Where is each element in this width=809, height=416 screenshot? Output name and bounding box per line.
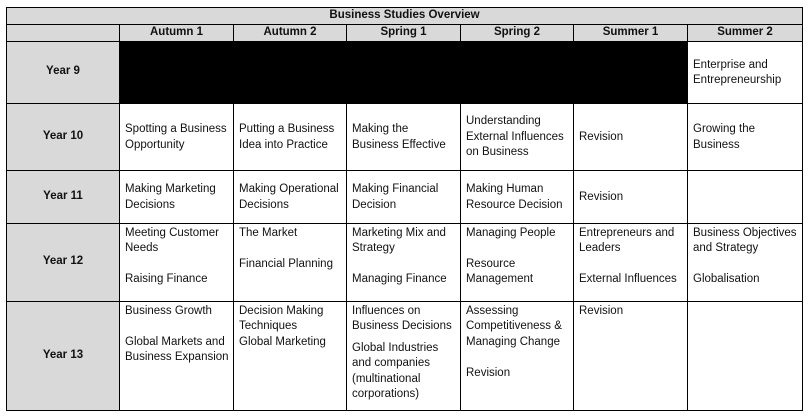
cell-spring-2: [461, 103, 574, 170]
topic: Raising Finance: [125, 273, 208, 285]
year-label: Year 11: [7, 170, 120, 223]
row-year-9: [7, 41, 803, 103]
topic: Global Marketing: [239, 335, 326, 348]
year-label: Year 10: [7, 103, 120, 170]
topic: Making Operational Decisions: [239, 183, 339, 211]
header-spring-2: Spring 2: [461, 24, 574, 41]
cell-summer-2: [688, 103, 803, 170]
topic: Globalisation: [693, 273, 760, 285]
cell-autumn-2: [234, 170, 347, 223]
cell-autumn-1: [120, 103, 234, 170]
topic: Meeting Customer Needs: [125, 226, 219, 254]
topic: Influences on Business Decisions: [352, 304, 452, 332]
topic: Global Markets and Business Expansion: [125, 335, 229, 363]
cell-autumn-1: [120, 301, 234, 410]
row-year-11: [7, 170, 803, 223]
topic: Revision: [579, 130, 624, 143]
topic: Global Industries and companies (multinational corporations): [352, 341, 439, 400]
row-year-13: [7, 301, 803, 410]
header-summer-1: Summer 1: [574, 24, 688, 41]
header-summer-2: Summer 2: [688, 24, 803, 41]
topic: Putting a Business Idea into Practice: [239, 123, 335, 151]
cell-summer-2: [688, 41, 803, 103]
cell-summer-1: [574, 301, 688, 410]
year-label: Year 13: [7, 301, 120, 410]
topic: Making the Business Effective: [352, 123, 446, 151]
header-corner: [7, 24, 120, 41]
topic: Business Growth: [125, 304, 212, 317]
topic: Business Objectives and Strategy: [693, 226, 797, 254]
cell-autumn-1: [120, 223, 234, 301]
topic: Assessing Competitiveness & Managing Change: [466, 304, 562, 348]
topic: Growing the Business: [693, 123, 756, 151]
cell-summer-1: [574, 103, 688, 170]
topic: Making Marketing Decisions: [125, 183, 216, 211]
cell-spring-1: [347, 170, 461, 223]
topic: Revision: [466, 366, 511, 379]
cell-spring-1: [347, 103, 461, 170]
cell-spring-1: [347, 301, 461, 410]
cell-summer-1: [574, 170, 688, 223]
topic: Entrepreneurs and Leaders: [579, 226, 675, 254]
blacked-out-cells: [120, 41, 688, 103]
cell-autumn-1: [120, 170, 234, 223]
topic: External Influences: [579, 273, 677, 285]
cell-spring-2: [461, 170, 574, 223]
header-spring-1: Spring 1: [347, 24, 461, 41]
cell-summer-1: [574, 223, 688, 301]
overview-table: [6, 7, 803, 411]
topic: The Market: [239, 226, 298, 239]
topic: Revision: [579, 304, 624, 317]
topic: Revision: [579, 190, 624, 203]
topic: Decision Making Techniques: [239, 304, 324, 332]
table-title: Business Studies Overview: [7, 8, 803, 25]
topic: Resource Management: [466, 257, 534, 285]
year-label: Year 9: [7, 41, 120, 103]
topic: Understanding External Influences on Business: [466, 115, 564, 159]
topic: Managing People: [466, 226, 556, 239]
cell-autumn-2: [234, 103, 347, 170]
cell-spring-1: [347, 223, 461, 301]
cell-summer-2: [688, 170, 803, 223]
cell-autumn-2: [234, 301, 347, 410]
cell-spring-2: [461, 223, 574, 301]
topic: Marketing Mix and Strategy: [352, 226, 446, 254]
cell-autumn-2: [234, 223, 347, 301]
header-autumn-1: Autumn 1: [120, 24, 234, 41]
header-autumn-2: Autumn 2: [234, 24, 347, 41]
topic: Making Financial Decision: [352, 183, 439, 211]
cell-summer-2: [688, 223, 803, 301]
topic: Making Human Resource Decision: [466, 183, 563, 211]
year-label: Year 12: [7, 223, 120, 301]
cell-summer-2: [688, 301, 803, 410]
topic: Spotting a Business Opportunity: [125, 123, 227, 151]
row-year-10: [7, 103, 803, 170]
topic: Managing Finance: [352, 273, 447, 285]
topic: Financial Planning: [239, 257, 333, 270]
row-year-12: [7, 223, 803, 301]
topic: Enterprise and Entrepreneurship: [693, 58, 782, 86]
cell-spring-2: [461, 301, 574, 410]
